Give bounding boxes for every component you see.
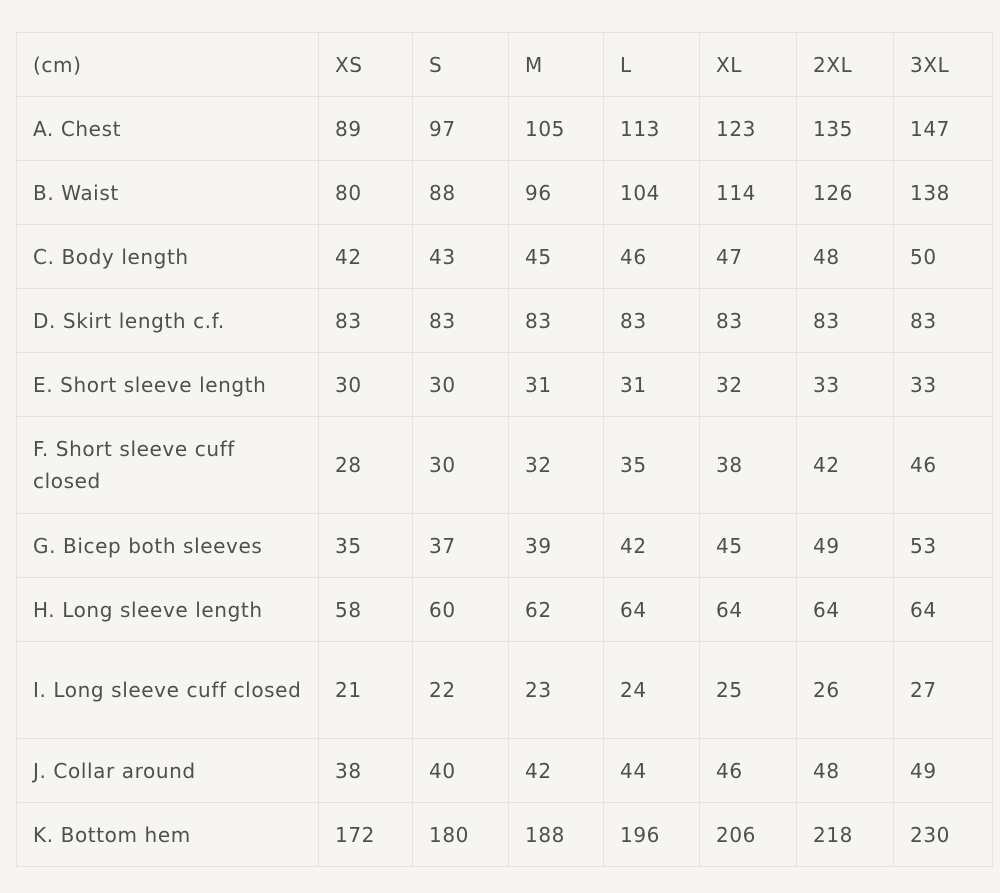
unit-header: (cm) [17,33,319,97]
table-cell: 32 [700,353,797,417]
table-cell: 43 [413,225,509,289]
table-cell: 30 [319,353,413,417]
size-header: XS [319,33,413,97]
table-cell: 126 [797,161,894,225]
size-header: 3XL [894,33,993,97]
table-cell: 188 [509,803,604,867]
table-cell: 31 [509,353,604,417]
table-cell: 80 [319,161,413,225]
table-cell: 230 [894,803,993,867]
table-cell: 114 [700,161,797,225]
measurement-label: I. Long sleeve cuff closed [17,642,319,739]
size-chart [16,32,992,867]
table-row [17,97,993,161]
table-cell: 42 [319,225,413,289]
table-cell: 123 [700,97,797,161]
table-cell: 83 [797,289,894,353]
table-row [17,739,993,803]
table-row [17,353,993,417]
size-header: M [509,33,604,97]
table-row [17,642,993,739]
table-cell: 27 [894,642,993,739]
size-header: 2XL [797,33,894,97]
table-cell: 104 [604,161,700,225]
table-cell: 49 [894,739,993,803]
table-cell: 35 [604,417,700,514]
table-cell: 48 [797,739,894,803]
table-cell: 25 [700,642,797,739]
table-cell: 64 [797,578,894,642]
table-cell: 38 [319,739,413,803]
table-cell: 30 [413,417,509,514]
table-row [17,578,993,642]
table-cell: 21 [319,642,413,739]
table-cell: 172 [319,803,413,867]
table-cell: 44 [604,739,700,803]
measurement-label: K. Bottom hem [17,803,319,867]
table-cell: 23 [509,642,604,739]
table-cell: 24 [604,642,700,739]
table-cell: 60 [413,578,509,642]
size-header: L [604,33,700,97]
measurement-label: H. Long sleeve length [17,578,319,642]
table-cell: 42 [797,417,894,514]
table-cell: 180 [413,803,509,867]
table-row [17,417,993,514]
table-cell: 37 [413,514,509,578]
table-cell: 33 [894,353,993,417]
table-cell: 40 [413,739,509,803]
measurement-label: J. Collar around [17,739,319,803]
table-cell: 46 [894,417,993,514]
table-cell: 64 [894,578,993,642]
table-cell: 48 [797,225,894,289]
table-cell: 83 [509,289,604,353]
table-cell: 218 [797,803,894,867]
table-cell: 30 [413,353,509,417]
table-cell: 138 [894,161,993,225]
size-header: XL [700,33,797,97]
table-cell: 42 [509,739,604,803]
measurement-label: F. Short sleeve cuff closed [17,417,319,514]
table-cell: 196 [604,803,700,867]
table-cell: 83 [604,289,700,353]
table-cell: 32 [509,417,604,514]
table-cell: 135 [797,97,894,161]
table-row [17,225,993,289]
table-row [17,514,993,578]
table-cell: 33 [797,353,894,417]
table-cell: 83 [319,289,413,353]
table-cell: 35 [319,514,413,578]
measurement-label: D. Skirt length c.f. [17,289,319,353]
table-cell: 62 [509,578,604,642]
measurement-label: B. Waist [17,161,319,225]
table-cell: 89 [319,97,413,161]
measurement-label: G. Bicep both sleeves [17,514,319,578]
table-cell: 31 [604,353,700,417]
size-table [16,32,993,867]
table-row [17,289,993,353]
table-cell: 39 [509,514,604,578]
table-cell: 42 [604,514,700,578]
table-cell: 113 [604,97,700,161]
table-cell: 88 [413,161,509,225]
table-cell: 83 [700,289,797,353]
table-cell: 22 [413,642,509,739]
table-cell: 206 [700,803,797,867]
measurement-label: E. Short sleeve length [17,353,319,417]
table-cell: 28 [319,417,413,514]
table-cell: 147 [894,97,993,161]
table-cell: 83 [413,289,509,353]
table-cell: 46 [700,739,797,803]
table-cell: 38 [700,417,797,514]
table-cell: 83 [894,289,993,353]
table-cell: 53 [894,514,993,578]
table-cell: 45 [700,514,797,578]
table-cell: 46 [604,225,700,289]
table-cell: 50 [894,225,993,289]
table-cell: 47 [700,225,797,289]
size-header: S [413,33,509,97]
table-header-row [17,33,993,97]
table-cell: 64 [700,578,797,642]
table-cell: 64 [604,578,700,642]
table-cell: 26 [797,642,894,739]
table-cell: 97 [413,97,509,161]
table-row [17,803,993,867]
measurement-label: A. Chest [17,97,319,161]
measurement-label: C. Body length [17,225,319,289]
table-cell: 49 [797,514,894,578]
table-cell: 58 [319,578,413,642]
table-row [17,161,993,225]
table-cell: 105 [509,97,604,161]
table-cell: 45 [509,225,604,289]
table-cell: 96 [509,161,604,225]
